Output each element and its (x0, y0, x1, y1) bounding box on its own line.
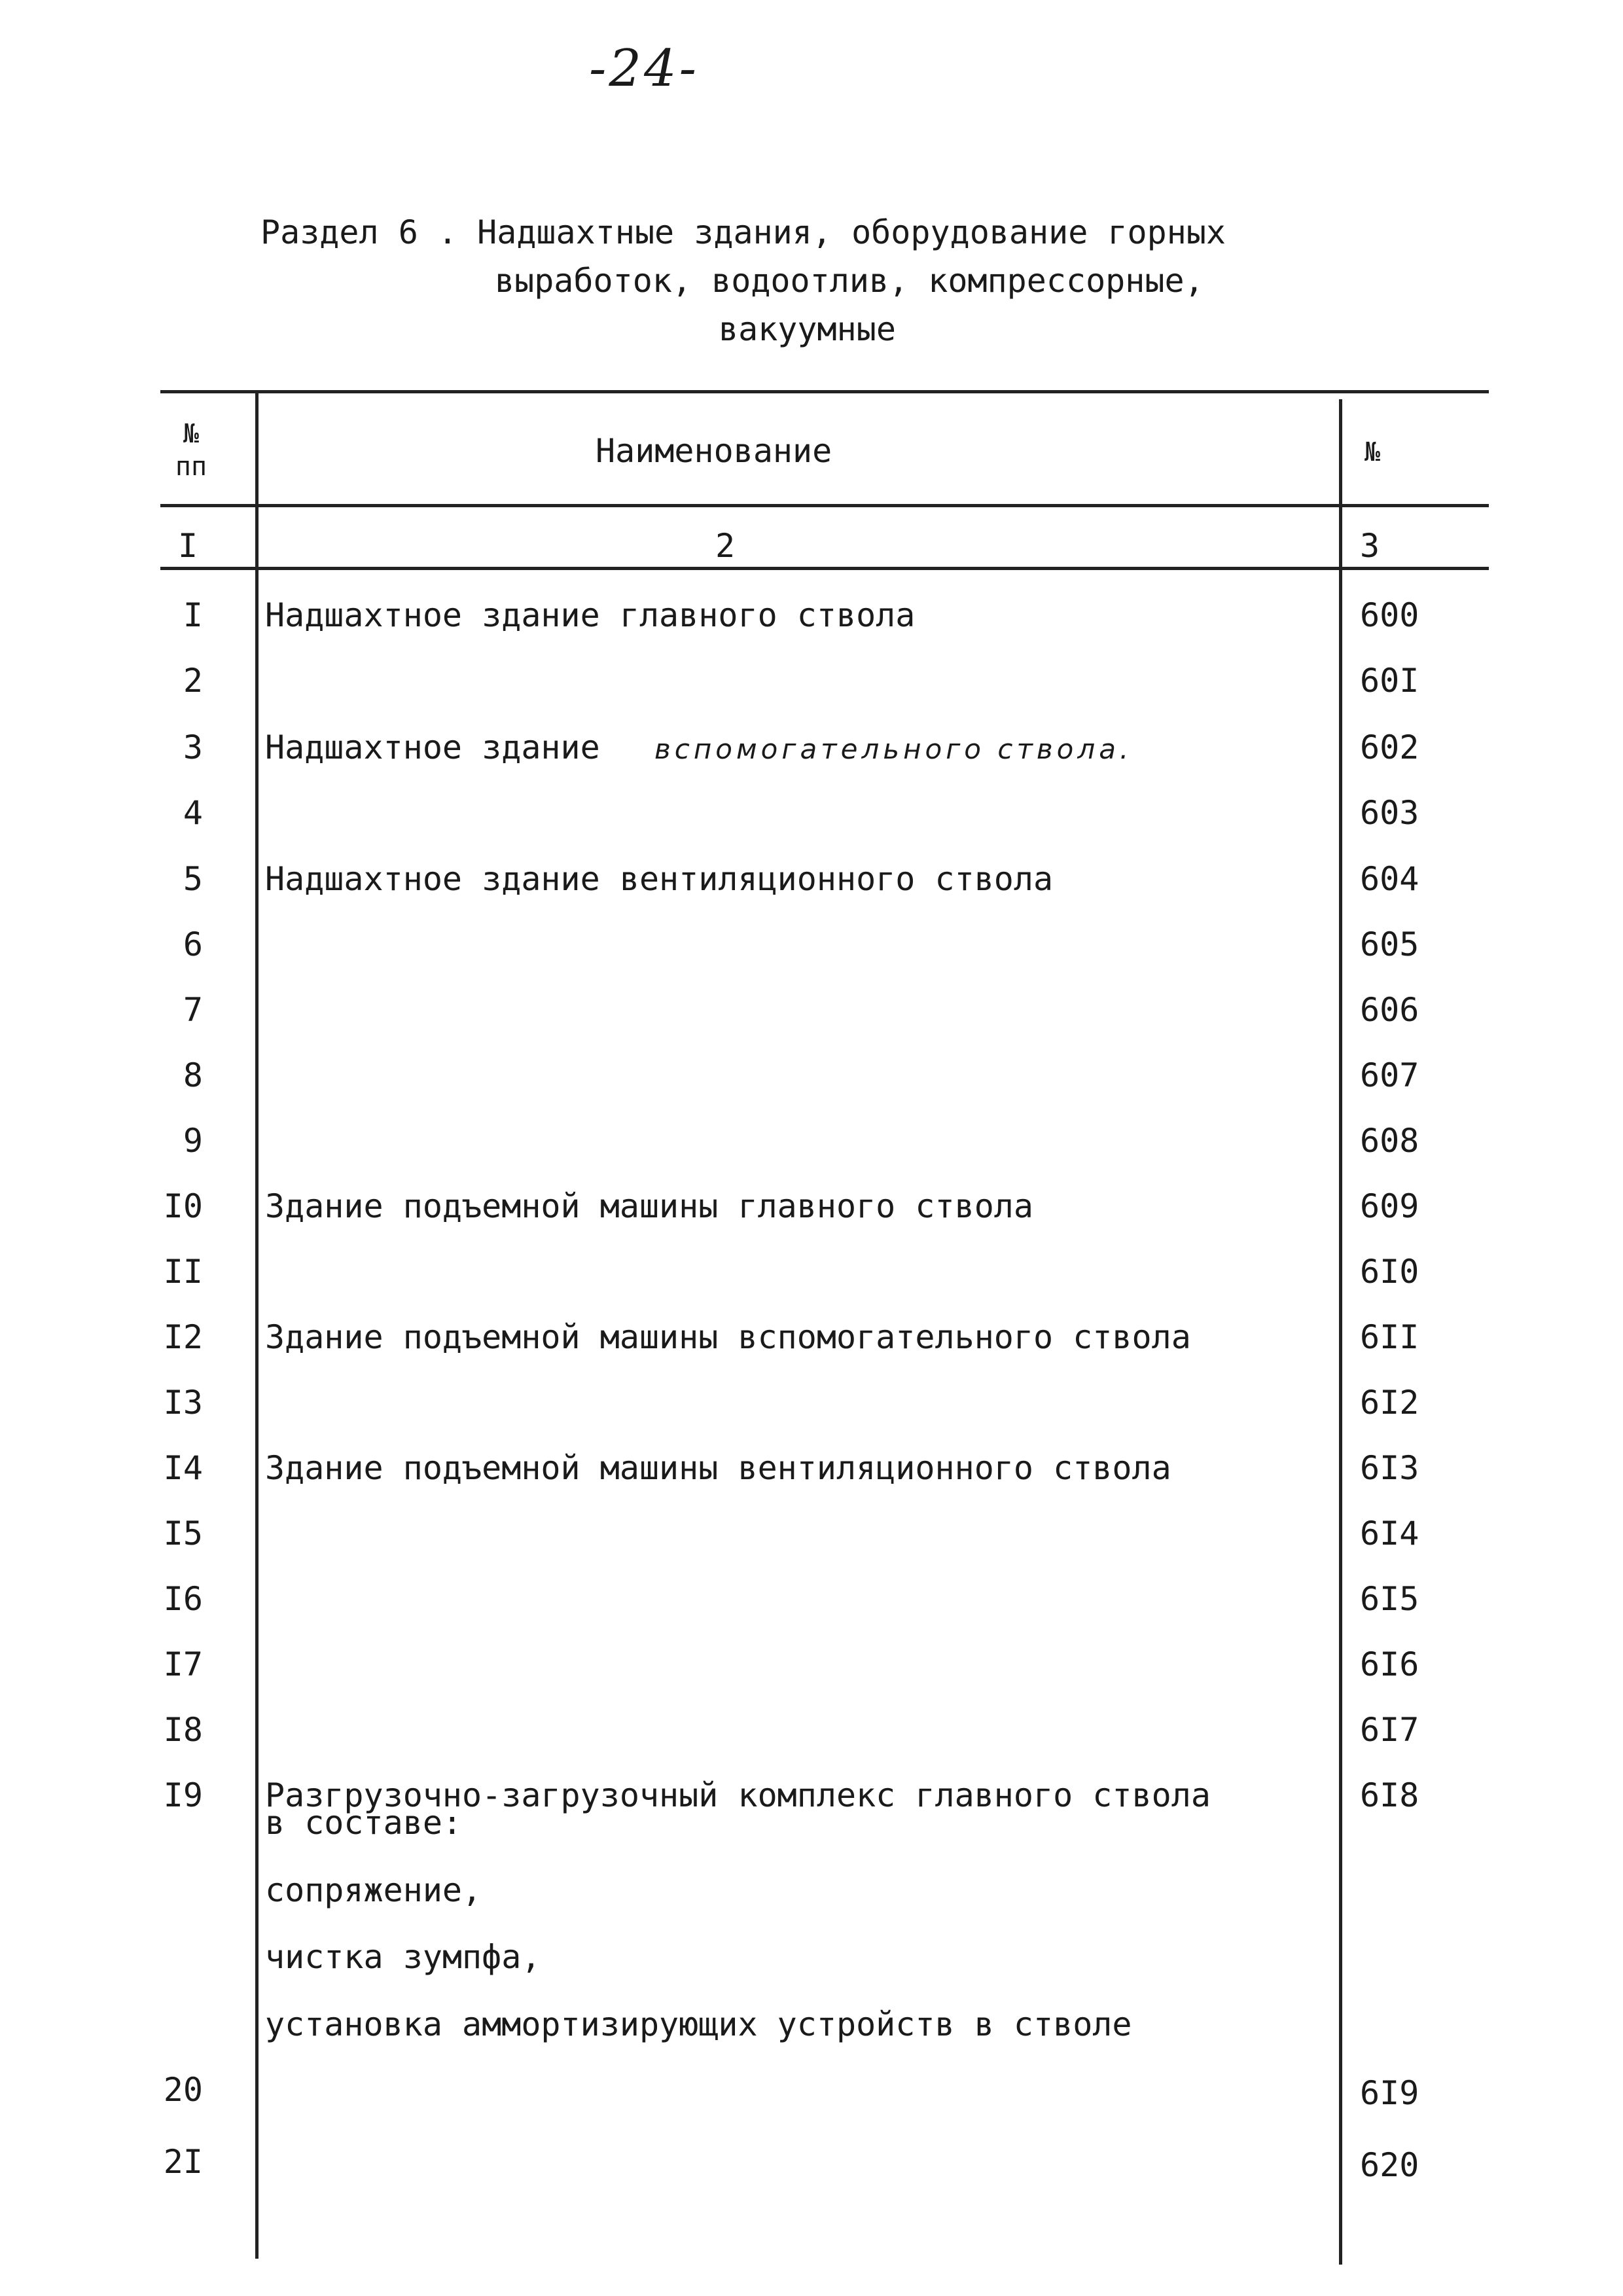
row-name-line-1: Разгрузочно-загрузочный комплекс главного ствола (265, 1776, 1211, 1814)
row-number: I9 (163, 1776, 203, 1814)
column-number-2: 2 (715, 527, 736, 565)
row-number: I (183, 596, 203, 634)
row-number: I8 (163, 1711, 203, 1749)
row-number: 4 (183, 794, 203, 832)
table-left-divider (255, 390, 259, 2259)
row-number: 3 (183, 728, 203, 766)
row-name: Надшахтное здание вентиляционного ствола (265, 860, 1054, 898)
row-code: 6I2 (1360, 1384, 1419, 1422)
section-title (260, 208, 1347, 353)
row-code: 603 (1360, 794, 1419, 832)
row-number: I2 (163, 1318, 203, 1356)
row-name: Здание подъемной машины вспомогательного ствола (265, 1318, 1191, 1356)
section-title-line-2: выработок, водоотлив, компрессорные, (495, 262, 1204, 300)
row-number: 20 (163, 2071, 203, 2109)
row-number: 2I (163, 2143, 203, 2181)
row-number: 7 (183, 991, 203, 1029)
row-name-handwritten: вспомогательного ствола. (654, 733, 1133, 765)
row-code: 620 (1360, 2146, 1419, 2184)
row-name: Надшахтное здание (265, 728, 600, 766)
row-name: сопряжение, (265, 1871, 482, 1909)
table-top-rule (160, 390, 1489, 393)
section-title-line-3: вакуумные (719, 310, 896, 348)
row-number: 6 (183, 925, 203, 963)
row-number: I4 (163, 1449, 203, 1487)
header-number-symbol: № (183, 419, 200, 449)
row-code: 6I8 (1360, 1776, 1419, 1814)
row-name: установка аммортизирующих устройств в стволе (265, 2005, 1132, 2043)
row-name: Здание подъемной машины главного ствола (265, 1187, 1033, 1225)
row-number: II (163, 1253, 203, 1291)
row-code: 609 (1360, 1187, 1419, 1225)
row-code: 6I6 (1360, 1645, 1419, 1683)
header-number-abbrev: пп (175, 452, 207, 482)
row-code: 608 (1360, 1122, 1419, 1160)
row-code: 6I3 (1360, 1449, 1419, 1487)
row-number: I3 (163, 1384, 203, 1422)
row-number: I6 (163, 1580, 203, 1618)
row-number: I7 (163, 1645, 203, 1683)
row-code: 6I4 (1360, 1515, 1419, 1552)
section-title-line-1: Раздел 6 . Надшахтные здания, оборудование горных (260, 213, 1226, 251)
row-code: 600 (1360, 596, 1419, 634)
column-number-1: I (178, 527, 198, 565)
row-code: 60I (1360, 662, 1419, 700)
row-code: 604 (1360, 860, 1419, 898)
header-number-column (171, 418, 211, 483)
table-colnum-rule (160, 567, 1489, 570)
page-number: -24- (589, 39, 699, 98)
row-number: 9 (183, 1122, 203, 1160)
row-number: 8 (183, 1056, 203, 1094)
row-code: 6I7 (1360, 1711, 1419, 1749)
row-code: 6II (1360, 1318, 1419, 1356)
row-code: 6I5 (1360, 1580, 1419, 1618)
row-code: 606 (1360, 991, 1419, 1029)
column-number-3: 3 (1360, 527, 1380, 565)
header-name-column: Наименование (596, 432, 832, 470)
table-header-rule (160, 504, 1489, 507)
row-number: 2 (183, 662, 203, 700)
row-number: I0 (163, 1187, 203, 1225)
header-code-column: № (1364, 437, 1381, 467)
row-code: 602 (1360, 728, 1419, 766)
row-number: 5 (183, 860, 203, 898)
row-code: 6I9 (1360, 2074, 1419, 2112)
table-right-divider (1339, 399, 1342, 2265)
row-code: 605 (1360, 925, 1419, 963)
row-code: 6I0 (1360, 1253, 1419, 1291)
row-name: чистка зумпфа, (265, 1938, 541, 1976)
row-name: Надшахтное здание главного ствола (265, 596, 916, 634)
row-name: Здание подъемной машины вентиляционного ствола (265, 1449, 1171, 1487)
row-code: 607 (1360, 1056, 1419, 1094)
row-name-line-2: в составе: (265, 1804, 463, 1842)
row-number: I5 (163, 1515, 203, 1552)
